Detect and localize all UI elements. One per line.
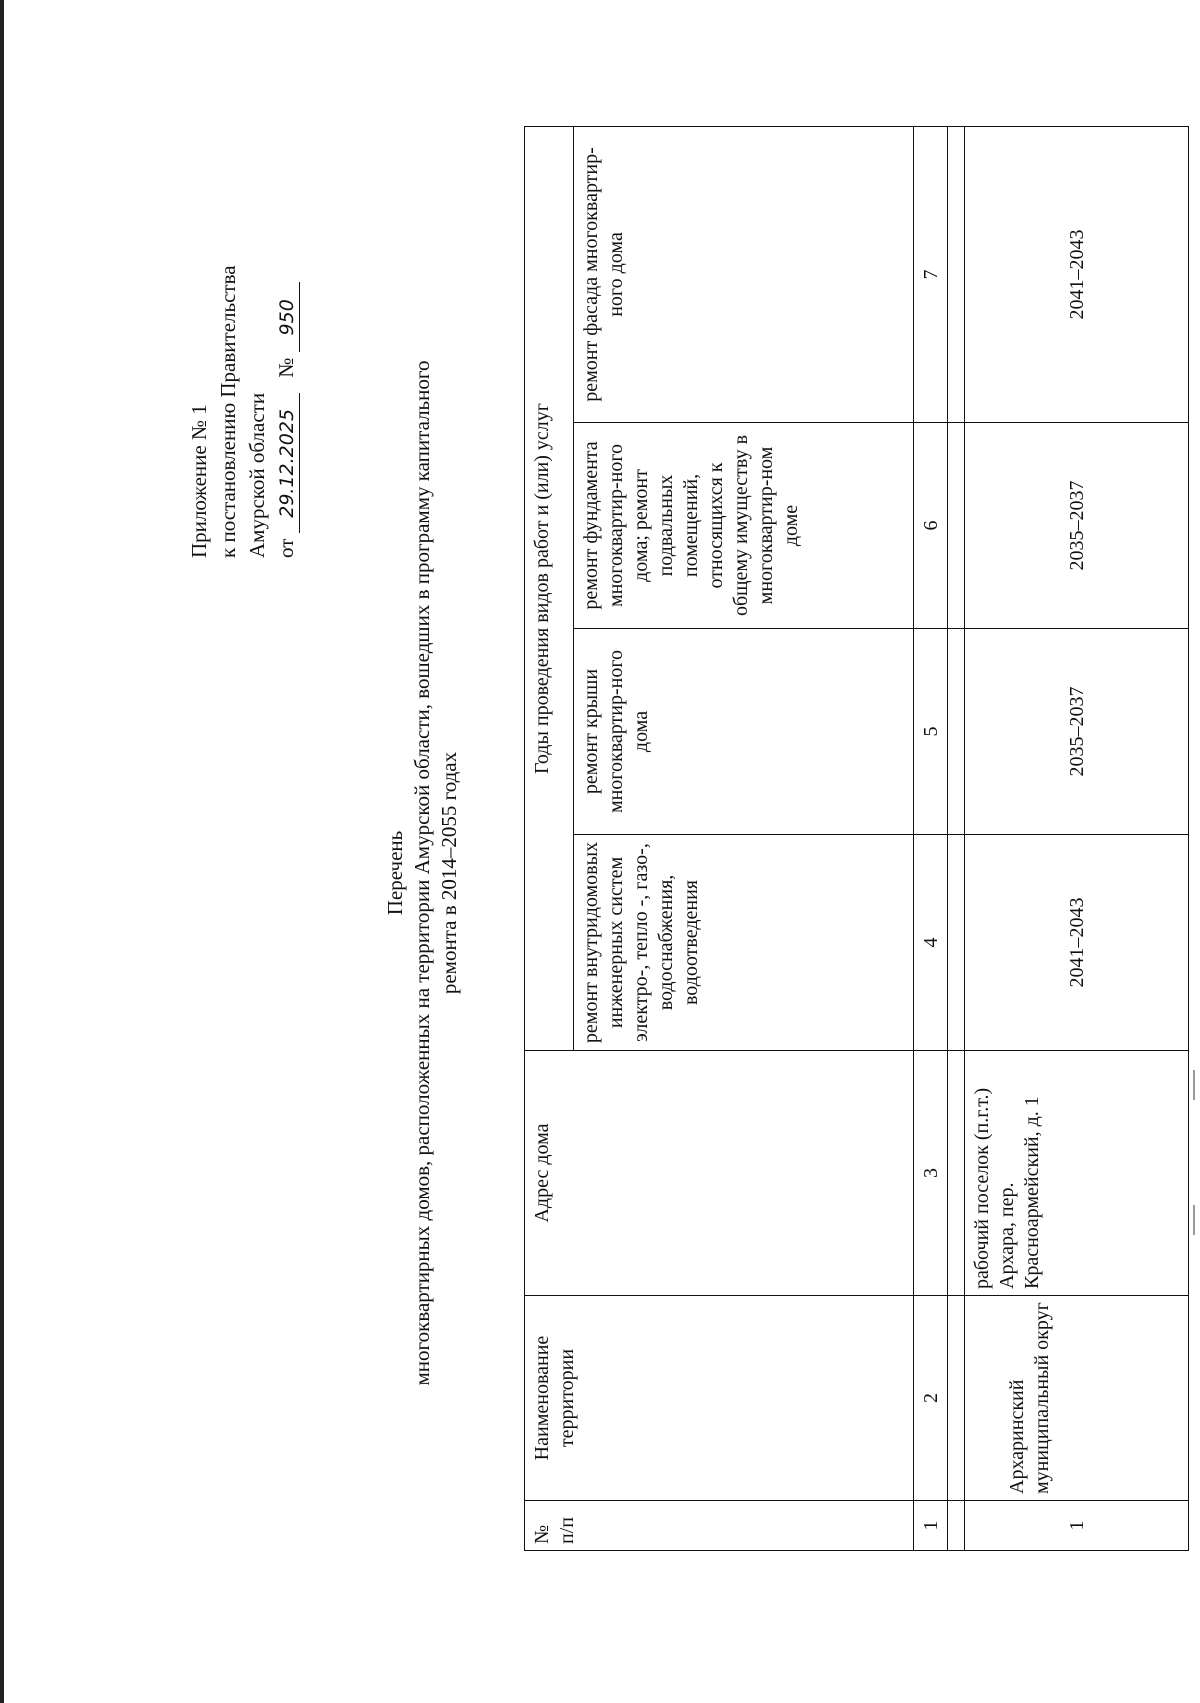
approval-line-1: Приложение № 1 [187,404,211,558]
handwritten-date: 29.12.2025 [275,393,300,533]
title-line-2: многоквартирных домов, расположенных на территории Амурской области, вошедших в программу капитального [410,360,434,1386]
header-facade: ремонт фасада многоквартир-ного дома [574,126,914,422]
approval-date-line [272,265,301,558]
separator-row [948,126,965,1550]
col-number: 3 [914,1051,948,1296]
approval-line-2: к постановлению Правительства [216,265,240,558]
row-territory: Архаринский муниципальный округ [965,1296,1189,1501]
header-roof: ремонт крыши многоквартир-ного дома [574,629,914,835]
header-territory: Наименование территории [525,1296,914,1501]
table-row [965,126,1189,1550]
header-years-group: Годы проведения видов работ и (или) услуг [525,126,574,1050]
header-engineering: ремонт внутридомовых инженерных систем электро-, тепло -, газо-, водоснабжения, водоотведения [574,835,914,1051]
title-line-3: ремонта в 2014–2055 годах [437,751,461,995]
row-roof-years: 2035–2037 [965,629,1189,835]
column-number-row [914,126,948,1550]
handwritten-number: 950 [275,282,300,352]
title-line-1: Перечень [383,830,407,916]
col-number: 6 [914,423,948,629]
document-title [382,273,463,1473]
row-num: 1 [965,1501,1189,1551]
number-prefix: № [274,357,298,378]
col-number: 5 [914,629,948,835]
approval-line-3: Амурской области [245,392,269,558]
row-foundation-years: 2035–2037 [965,423,1189,629]
col-number: 2 [914,1296,948,1501]
approval-block [185,265,301,558]
houses-table [524,126,1189,1551]
row-address: рабочий поселок (п.г.т.) Архара, пер. Красноармейский, д. 1 [965,1051,1189,1296]
header-foundation: ремонт фундамента многоквартир-ного дома; ремонт подвальных помещений, относящихся к общему имуществу в многоквартир-ном доме [574,423,914,629]
row-facade-years: 2041–2043 [965,126,1189,422]
date-prefix: от [274,538,298,558]
header-num: № п/п [525,1501,914,1551]
col-number: 1 [914,1501,948,1551]
col-number: 7 [914,126,948,422]
col-number: 4 [914,835,948,1051]
header-row [525,126,574,1550]
header-address: Адрес дома [525,1051,914,1296]
row-engineering-years: 2041–2043 [965,835,1189,1051]
